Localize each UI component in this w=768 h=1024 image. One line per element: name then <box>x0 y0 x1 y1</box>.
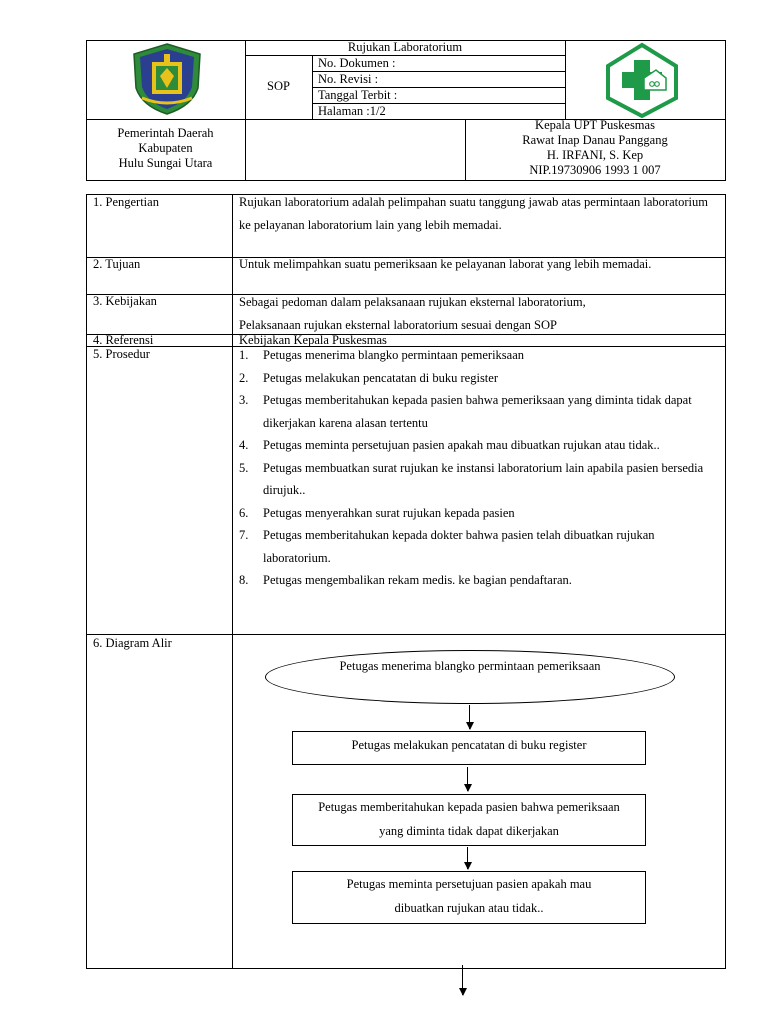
government-logo <box>130 42 205 116</box>
label-prosedur: 5. Prosedur <box>93 347 150 361</box>
label-kebijakan: 3. Kebijakan <box>93 294 157 308</box>
flow-node-register: Petugas melakukan pencatatan di buku register <box>292 731 646 765</box>
text-referensi: Kebijakan Kepala Puskesmas <box>239 333 387 347</box>
head-line-2: Rawat Inap Danau Panggang <box>522 133 668 147</box>
label-tujuan: 2. Tujuan <box>93 257 141 271</box>
issue-date-field: Tanggal Terbit : <box>318 88 398 102</box>
label-diagram: 6. Diagram Alir <box>93 636 172 650</box>
procedure-step: 4. Petugas meminta persetujuan pasien apakah mau dibuatkan rujukan atau tidak.. <box>239 438 660 452</box>
text-kebijakan-2: Pelaksanaan rujukan eksternal laboratorium sesuai dengan SOP <box>239 318 557 332</box>
flow-node-consent: Petugas meminta persetujuan pasien apakah mau dibuatkan rujukan atau tidak.. <box>292 871 646 924</box>
text-kebijakan-1: Sebagai pedoman dalam pelaksanaan rujukan eksternal laboratorium, <box>239 295 586 309</box>
procedure-step: 5. Petugas membuatkan surat rujukan ke instansi laboratorium lain apabila pasien bersedia dirujuk.. <box>239 460 704 497</box>
procedure-step: 6. Petugas menyerahkan surat rujukan kepada pasien <box>239 505 515 520</box>
flow-node-start: Petugas menerima blangko permintaan pemeriksaan <box>265 650 675 704</box>
label-referensi: 4. Referensi <box>93 333 154 347</box>
procedure-step: 8. Petugas mengembalikan rekam medis. ke bagian pendaftaran. <box>239 573 572 587</box>
page-field: Halaman :1/2 <box>318 104 386 118</box>
revision-field: No. Revisi : <box>318 72 379 86</box>
label-pengertian: 1. Pengertian <box>93 195 159 209</box>
procedure-list <box>239 344 717 592</box>
procedure-step: 7. Petugas memberitahukan kepada dokter bahwa pasien telah dibuatkan rujukan laboratorium. <box>239 528 655 565</box>
org-line-3: Hulu Sungai Utara <box>118 156 213 170</box>
procedure-step: 1. Petugas menerima blangko permintaan pemeriksaan <box>239 348 525 362</box>
procedure-step: 2. Petugas melakukan pencatatan di buku register <box>239 370 498 385</box>
flow-arrow-continue <box>462 965 463 995</box>
org-line-1: Pemerintah Daerah <box>117 126 214 140</box>
puskesmas-logo <box>604 42 680 118</box>
doc-number-field: No. Dokumen : <box>318 56 396 70</box>
flow-arrow <box>467 767 468 791</box>
org-line-2: Kabupaten <box>138 141 193 155</box>
flow-node-inform: Petugas memberitahukan kepada pasien bahwa pemeriksaan yang diminta tidak dapat dikerjakan <box>292 794 646 846</box>
flow-arrow <box>467 847 468 869</box>
head-line-3: H. IRFANI, S. Kep <box>546 148 644 162</box>
procedure-step: 3. Petugas memberitahukan kepada pasien bahwa pemeriksaan yang diminta tidak dapat dikerjakan karena alasan tertentu <box>239 393 692 430</box>
flow-arrow <box>469 705 470 729</box>
text-pengertian: Rujukan laboratorium adalah pelimpahan suatu tanggung jawab atas permintaan laboratorium ke pelayanan laboratorium lain yang lebih memadai. <box>239 195 708 232</box>
sop-label: SOP <box>267 79 290 93</box>
document-title: Rujukan Laboratorium <box>347 40 463 54</box>
text-tujuan: Untuk melimpahkan suatu pemeriksaan ke pelayanan laborat yang lebih memadai. <box>239 257 652 271</box>
head-line-1: Kepala UPT Puskesmas <box>535 118 655 132</box>
head-line-4: NIP.19730906 1993 1 007 <box>529 163 661 177</box>
